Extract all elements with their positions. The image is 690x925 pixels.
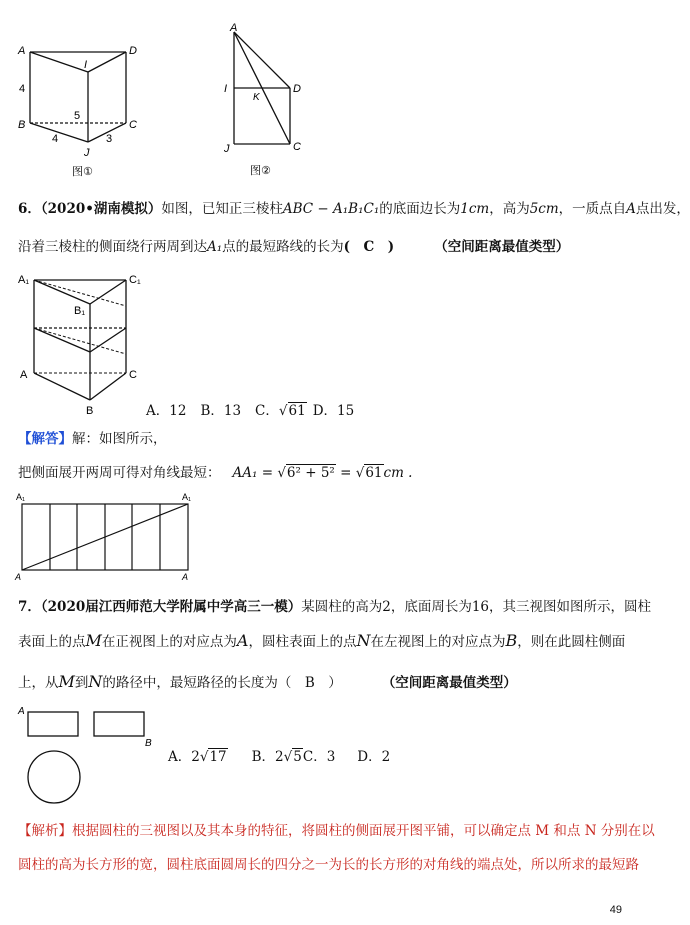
q7-point-b: B bbox=[505, 631, 518, 650]
fig2-label-D: D bbox=[293, 83, 301, 95]
fig1-caption: 图① bbox=[72, 166, 93, 178]
formula-unit: cm . bbox=[383, 465, 413, 481]
q7-three-views bbox=[14, 700, 164, 812]
fig1-len-5: 5 bbox=[74, 110, 81, 122]
fig2-label-A: A bbox=[230, 22, 238, 34]
q6-answer: ( C ) bbox=[343, 239, 395, 255]
q6-option-d: D．15 bbox=[312, 403, 355, 419]
q6-text: 点出发， bbox=[635, 201, 690, 217]
unfold-label-a-right: A bbox=[182, 572, 189, 582]
q6-point-a: A bbox=[626, 201, 636, 217]
fig1-label-J: J bbox=[84, 147, 90, 159]
q6-fig-label-c: C bbox=[129, 369, 137, 381]
q6-fig-label-c1: C₁ bbox=[129, 274, 141, 286]
q6-options: A．12 B．13 C．√61 D．15 bbox=[146, 403, 355, 419]
figure-1-prism bbox=[14, 36, 164, 186]
q7-line-3 bbox=[18, 673, 517, 692]
q6-point-a1: A₁ bbox=[207, 239, 223, 255]
formula-radicand: 6² + 5² bbox=[286, 465, 335, 481]
q6-text: 点的最短路线的长为 bbox=[222, 239, 344, 255]
q7-text: ，则在此圆柱侧面 bbox=[517, 634, 626, 650]
fig1-label-C: C bbox=[129, 119, 137, 131]
fig1-label-D: D bbox=[129, 45, 137, 57]
q6-prism: ABC − A₁B₁C₁ bbox=[282, 201, 380, 217]
fig2-label-I: I bbox=[224, 83, 228, 95]
q7-text: 到 bbox=[74, 675, 89, 691]
fig2-caption: 图② bbox=[250, 165, 271, 177]
analysis-tag: 【解析】 bbox=[18, 823, 72, 839]
q7-number: 7． bbox=[18, 599, 41, 615]
q6-fig-label-a1: A₁ bbox=[18, 274, 30, 286]
q6-source: （2020•湖南模拟） bbox=[40, 201, 162, 217]
q7-point-m: M bbox=[85, 631, 102, 650]
q6-edge: 1cm bbox=[460, 201, 490, 217]
fig1-label-B: B bbox=[18, 119, 26, 131]
fig2-label-K: K bbox=[253, 92, 260, 103]
q7-option-c: C．3 bbox=[302, 749, 336, 765]
q6-text: ，高为 bbox=[489, 201, 530, 217]
q7-text: 某圆柱的高为2，底面周长为16，其三视图如图所示，圆柱 bbox=[301, 599, 652, 615]
q6-fig-label-a: A bbox=[20, 369, 28, 381]
q6-tag: （空间距离最值类型） bbox=[434, 239, 570, 255]
q7-point-n: N bbox=[88, 672, 103, 691]
unfold-text: 把侧面展开两周可得对角线最短： bbox=[18, 465, 221, 481]
q7-fig-label-a: A bbox=[18, 706, 25, 717]
q6-line-2 bbox=[18, 238, 569, 256]
q6-line-1 bbox=[18, 200, 690, 218]
q6-height: 5cm bbox=[529, 201, 559, 217]
fig1-label-I: I bbox=[84, 59, 88, 71]
q7-text: 的路径中，最短路径的长度为（ B ） bbox=[102, 675, 342, 691]
q7-option-d: D．2 bbox=[357, 749, 391, 765]
fig2-label-J: J bbox=[224, 143, 230, 155]
q7-text: 在左视图上的对应点为 bbox=[370, 634, 506, 650]
unfold-label-a1-right: A₁ bbox=[182, 492, 192, 502]
q7-point-m: M bbox=[58, 672, 75, 691]
q6-fig-label-b: B bbox=[86, 405, 94, 417]
q7-text: ，圆柱表面上的点 bbox=[248, 634, 357, 650]
figure-2-unfolded bbox=[220, 20, 320, 185]
q7-tag: （空间距离最值类型） bbox=[381, 675, 517, 691]
q7-option-b-radicand: 5 bbox=[293, 749, 302, 765]
formula-radicand-2: 61 bbox=[365, 465, 383, 481]
analysis-line-1 bbox=[18, 822, 655, 840]
solution-tag: 【解答】 bbox=[18, 431, 72, 447]
q6-option-b: B．13 bbox=[200, 403, 242, 419]
q6-text: 的底面边长为 bbox=[379, 201, 461, 217]
q6-unfolded-rectangle bbox=[10, 490, 200, 582]
analysis-text: 圆柱的高为长方形的宽，圆柱底面圆周长的四分之一为长的长方形的对角线的端点处，所以所求的最短路 bbox=[18, 857, 639, 873]
solution-text: 解：如图所示， bbox=[72, 431, 167, 447]
analysis-text: 根据圆柱的三视图以及其本身的特征，将圆柱的侧面展开图平铺，可以确定点 M 和点 N 分别在以 bbox=[72, 823, 655, 839]
q7-source: （2020届江西师范大学附属中学高三一模） bbox=[40, 599, 302, 615]
q6-text: 如图，已知正三棱柱 bbox=[161, 201, 283, 217]
q6-option-c: C． bbox=[255, 403, 279, 419]
q6-unfold-line: 把侧面展开两周可得对角线最短： AA₁ = √6² + 5² = √61cm . bbox=[18, 465, 413, 481]
formula-eq: = bbox=[335, 465, 356, 481]
fig2-label-C: C bbox=[293, 141, 301, 153]
q7-options: A．2√17 B．2√5C．3 D．2 bbox=[168, 749, 391, 765]
q7-text: 在正视图上的对应点为 bbox=[101, 634, 237, 650]
q6-text: 沿着三棱柱的侧面绕行两周到达 bbox=[18, 239, 207, 255]
unfold-label-a1-left: A₁ bbox=[16, 492, 26, 502]
fig1-len-bottom: 4 bbox=[52, 133, 59, 145]
fig1-len-3: 3 bbox=[106, 133, 113, 145]
q7-line-2 bbox=[18, 632, 625, 651]
q6-prism-figure bbox=[14, 270, 164, 420]
fig1-label-A: A bbox=[18, 45, 26, 57]
unfold-label-a-left: A bbox=[15, 572, 22, 582]
q7-fig-label-b: B bbox=[145, 738, 152, 749]
q6-fig-label-b1: B₁ bbox=[74, 305, 86, 317]
fig1-len-left: 4 bbox=[19, 83, 26, 95]
q6-number: 6． bbox=[18, 201, 41, 217]
q7-text: 上，从 bbox=[18, 675, 59, 691]
q6-option-c-radicand: 61 bbox=[288, 403, 306, 419]
q7-point-a: A bbox=[236, 631, 249, 650]
q7-option-a: A．2 bbox=[168, 749, 200, 765]
q7-text: 表面上的点 bbox=[18, 634, 86, 650]
page-number: 49 bbox=[609, 904, 622, 916]
q6-option-a: A．12 bbox=[146, 403, 187, 419]
q7-option-a-radicand: 17 bbox=[209, 749, 227, 765]
q7-point-n: N bbox=[356, 631, 371, 650]
formula-lhs: AA₁ = bbox=[232, 465, 278, 481]
q6-solution-line bbox=[18, 430, 167, 448]
analysis-line-2 bbox=[18, 856, 639, 874]
q7-option-b: B．2 bbox=[251, 749, 284, 765]
q7-line-1 bbox=[18, 598, 651, 616]
q6-text: ，一质点自 bbox=[558, 201, 627, 217]
